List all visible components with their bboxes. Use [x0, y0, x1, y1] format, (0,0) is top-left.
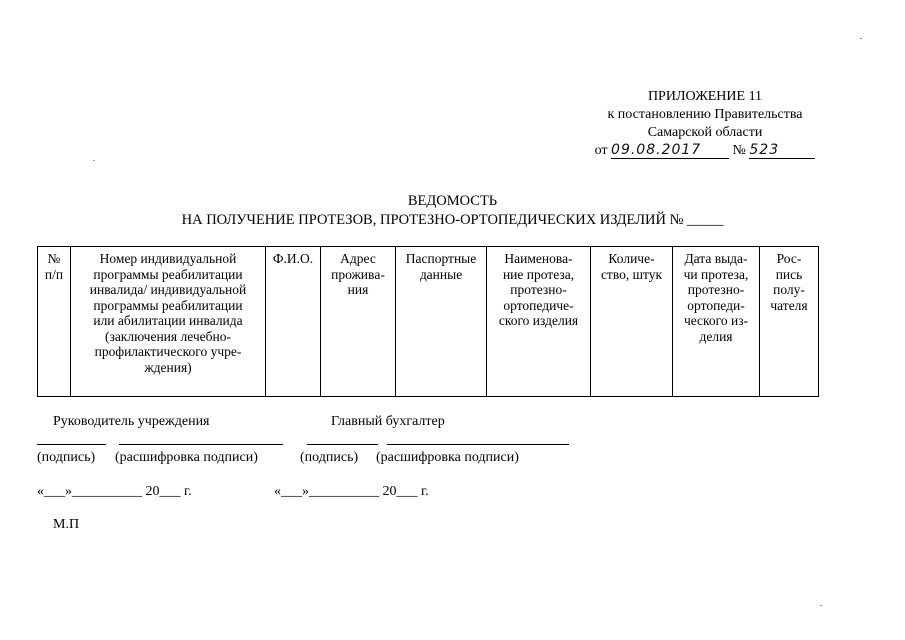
- scan-speck: [93, 160, 95, 161]
- stamp-place-label: М.П: [53, 517, 80, 532]
- column-header-passport: Паспортные данные: [396, 247, 487, 397]
- column-header-item-name: Наименова- ние протеза, протезно- ортопедиче- ского изделия: [487, 247, 591, 397]
- column-header-program: Номер индивидуальной программы реабилитации инвалида/ индивидуальной программы реабилитации или абилитации инвалида (заключения лечебно- профилактического учре- ждения): [71, 247, 266, 397]
- statement-table: [37, 246, 819, 397]
- appendix-title: ПРИЛОЖЕНИЕ 11: [647, 89, 763, 104]
- column-header-issue-date: Дата выда- чи протеза, протезно- ортопеди- ческого из- делия: [673, 247, 760, 397]
- document-title: [0, 192, 905, 230]
- number-prefix: №: [732, 143, 746, 158]
- title-line-1: ВЕДОМОСТЬ: [407, 193, 498, 209]
- column-header-number: № п/п: [38, 247, 71, 397]
- accountant-role-label: Главный бухгалтер: [331, 414, 445, 429]
- scan-speck: [860, 38, 862, 39]
- title-line-2: НА ПОЛУЧЕНИЕ ПРОТЕЗОВ, ПРОТЕЗНО-ОРТОПЕДИЧЕСКИХ ИЗДЕЛИЙ № _____: [181, 212, 724, 228]
- handwritten-number: 523: [749, 143, 815, 159]
- head-date-field: «___»__________ 20___ г.: [37, 484, 192, 499]
- appendix-block: [585, 88, 825, 160]
- accountant-signature-line: [307, 444, 378, 445]
- handwritten-date: 09.08.2017: [611, 143, 729, 159]
- date-prefix: от: [594, 143, 608, 158]
- head-transcript-caption: (расшифровка подписи): [115, 450, 258, 465]
- appendix-line-1: к постановлению Правительства: [607, 107, 803, 122]
- appendix-line-2: Самарской области: [647, 125, 763, 140]
- table-header-row: [38, 247, 819, 397]
- head-signature-caption: (подпись): [37, 450, 96, 465]
- column-header-quantity: Количе- ство, штук: [591, 247, 673, 397]
- appendix-date-line: [585, 142, 825, 160]
- column-header-full-name: Ф.И.О.: [266, 247, 321, 397]
- column-header-recipient-signature: Рос- пись полу- чателя: [760, 247, 819, 397]
- head-transcript-line: [119, 444, 283, 445]
- column-header-address: Адрес проживa- ния: [321, 247, 396, 397]
- accountant-date-field: «___»__________ 20___ г.: [274, 484, 429, 499]
- accountant-signature-caption: (подпись): [300, 450, 359, 465]
- accountant-transcript-caption: (расшифровка подписи): [376, 450, 519, 465]
- accountant-transcript-line: [387, 444, 569, 445]
- scan-speck: [820, 605, 822, 606]
- head-signature-line: [37, 444, 106, 445]
- head-role-label: Руководитель учреждения: [53, 414, 210, 429]
